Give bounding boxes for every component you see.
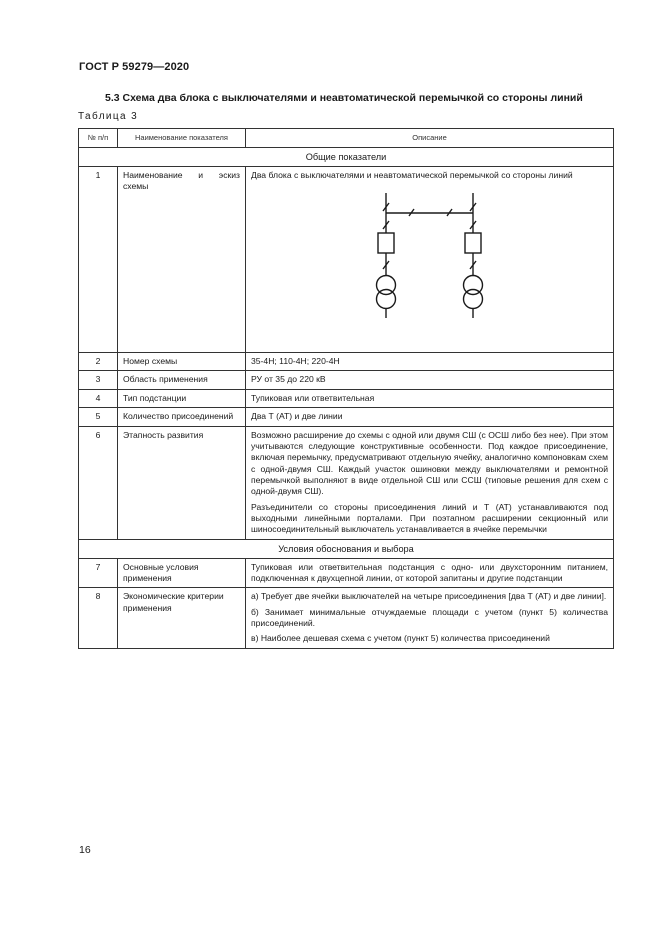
row-name: Экономические критерии применения [118,588,246,648]
right-transformer-winding-2-icon [464,290,483,309]
section-label-general: Общие показатели [79,148,614,167]
row-number: 5 [79,408,118,426]
column-header-desc: Описание [246,129,614,148]
row-description: Два Т (АТ) и две линии [246,408,614,426]
table-row [79,167,614,353]
section-title: 5.3 Схема два блока с выключателями и неавтоматической перемычкой со стороны линий [105,92,583,104]
row-name: Количество присоединений [118,408,246,426]
table-row [79,371,614,389]
table-row [79,389,614,407]
row-number: 2 [79,353,118,371]
circuit-diagram [251,193,491,323]
table-row [79,353,614,371]
schema-table [78,128,614,649]
row-description: Тупиковая или ответвительная подстанция с одно- или двухсторонним питанием, подключенная к двухцепной линии, от которой запитаны и другие подстанции [246,558,614,588]
right-circuit-breaker-icon [465,233,481,253]
section-row-general [79,148,614,167]
section-row-conditions [79,539,614,558]
development-paragraph-1: Возможно расширение до схемы с одной или двумя СШ (с ОСШ либо без нее). При этом учитываются следующие конструктивные особенности. Под каждое присоединение, включая перемычку, предусматривают отдельную ячейку, аналогично компоновкам схем с одной-двумя СШ. Каждый участок ошиновки между выключателями и ремонтной перемычкой выполняют в виде отдельной СШ или ССШ (типовые решения для схем с одной-двумя СШ). [251,429,608,497]
table-row [79,558,614,588]
row-name: Область применения [118,371,246,389]
criterion-b: б) Занимает минимальные отчуждаемые площади с учетом (пункт 5) количества присоединений. [251,606,608,629]
table-label: Таблица 3 [78,111,139,122]
row-description [246,167,614,353]
column-header-num: № п/п [79,129,118,148]
row-number: 3 [79,371,118,389]
row-description: 35-4Н; 110-4Н; 220-4Н [246,353,614,371]
row-description: Тупиковая или ответвительная [246,389,614,407]
column-header-name: Наименование показателя [118,129,246,148]
row-name: Основные условия применения [118,558,246,588]
row-number: 8 [79,588,118,648]
row-name: Наименование и эскиз схемы [118,167,246,353]
table-header-row [79,129,614,148]
row-number: 4 [79,389,118,407]
left-transformer-winding-2-icon [377,290,396,309]
schema-name-text: Два блока с выключателями и неавтоматической перемычкой со стороны линий [251,170,573,181]
row-description: РУ от 35 до 220 кВ [246,371,614,389]
page-number: 16 [79,844,91,856]
row-name: Этапность развития [118,426,246,539]
criterion-a: а) Требует две ячейки выключателей на четыре присоединения [два Т (АТ) и две линии]. [251,591,607,602]
development-paragraph-2: Разъединители со стороны присоединения линий и Т (АТ) устанавливаются под выходными линейными порталами. При поэтапном расширении секционный или шиносоединительный выключатель устанавливается в ячейке перемычки [251,501,608,535]
table-row [79,408,614,426]
row-number: 7 [79,558,118,588]
table-row [79,588,614,648]
row-name: Номер схемы [118,353,246,371]
row-name: Тип подстанции [118,389,246,407]
row-description [246,588,614,648]
section-label-conditions: Условия обоснования и выбора [79,539,614,558]
left-circuit-breaker-icon [378,233,394,253]
row-number: 6 [79,426,118,539]
row-number: 1 [79,167,118,353]
table-row [79,426,614,539]
document-header: ГОСТ Р 59279—2020 [79,61,190,73]
row-description [246,426,614,539]
criterion-c: в) Наиболее дешевая схема с учетом (пункт 5) количества присоединений [251,633,550,644]
